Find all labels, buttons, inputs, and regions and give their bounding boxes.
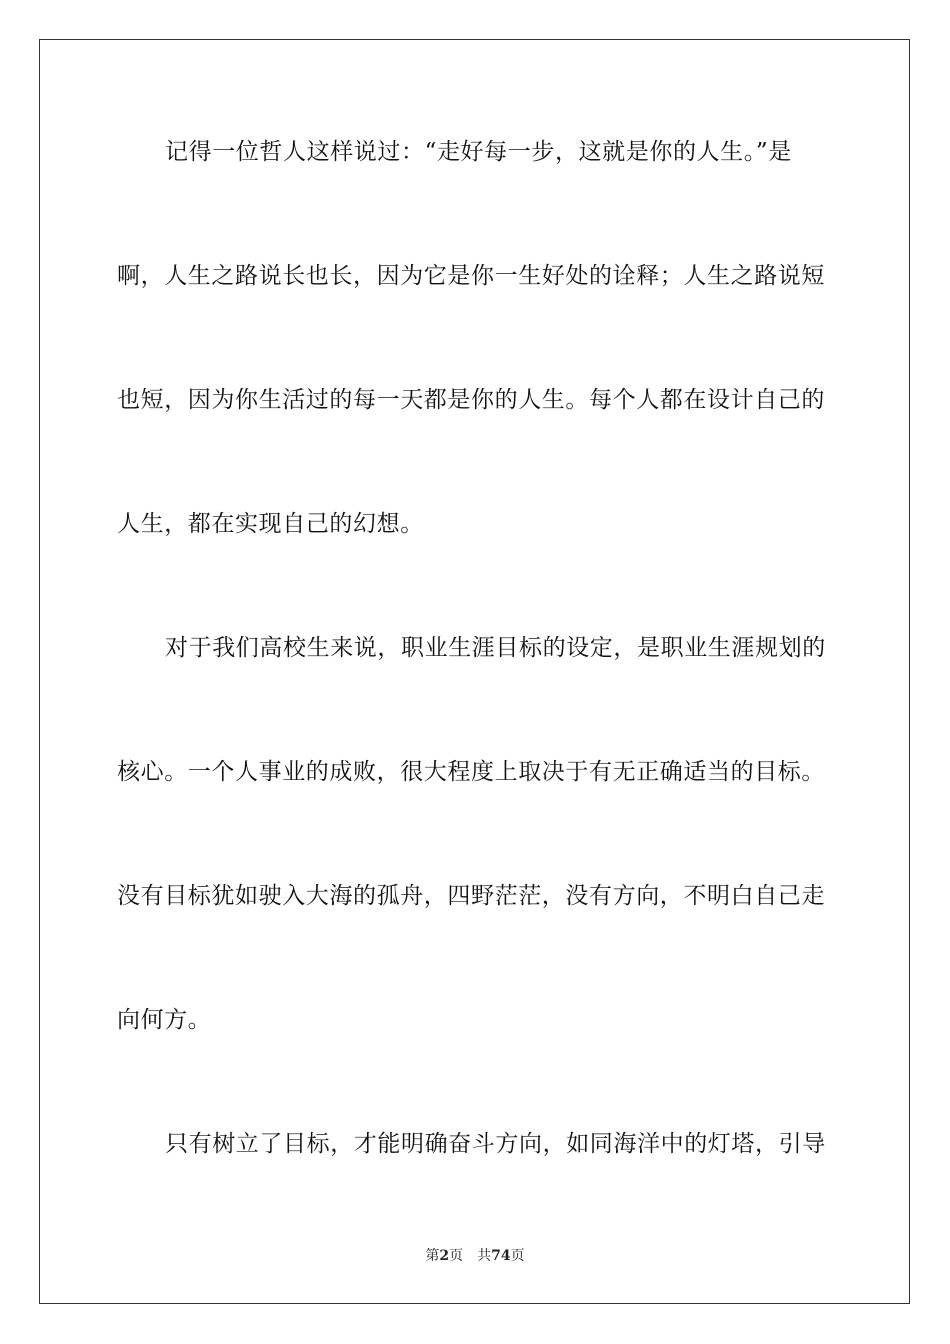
total-prefix: 共 (477, 1248, 492, 1264)
page-suffix: 页 (449, 1248, 464, 1264)
paragraph-line: 核心。一个人事业的成败，很大程度上取决于有无正确适当的目标。 (117, 759, 825, 785)
paragraph-line: 对于我们高校生来说，职业生涯目标的设定，是职业生涯规划的 (165, 635, 826, 661)
paragraph-line: 记得一位哲人这样说过：“走好每一步，这就是你的人生。”是 (165, 139, 792, 165)
page-frame (39, 39, 910, 1304)
paragraph-line: 没有目标犹如驶入大海的孤舟，四野茫茫，没有方向，不明白自己走 (117, 883, 825, 909)
page-number: 2 (439, 1248, 450, 1264)
total-suffix: 页 (510, 1248, 525, 1264)
page-prefix: 第 (425, 1248, 440, 1264)
paragraph-line: 也短，因为你生活过的每一天都是你的人生。每个人都在设计自己的 (117, 387, 825, 413)
paragraph-line: 向何方。 (117, 1007, 212, 1033)
total-pages: 74 (491, 1248, 511, 1264)
page-footer (0, 1247, 950, 1265)
paragraph-line: 人生，都在实现自己的幻想。 (117, 511, 424, 537)
paragraph-line: 啊，人生之路说长也长，因为它是你一生好处的诠释；人生之路说短 (117, 263, 825, 289)
paragraph-line: 只有树立了目标，才能明确奋斗方向，如同海洋中的灯塔，引导 (165, 1131, 826, 1157)
